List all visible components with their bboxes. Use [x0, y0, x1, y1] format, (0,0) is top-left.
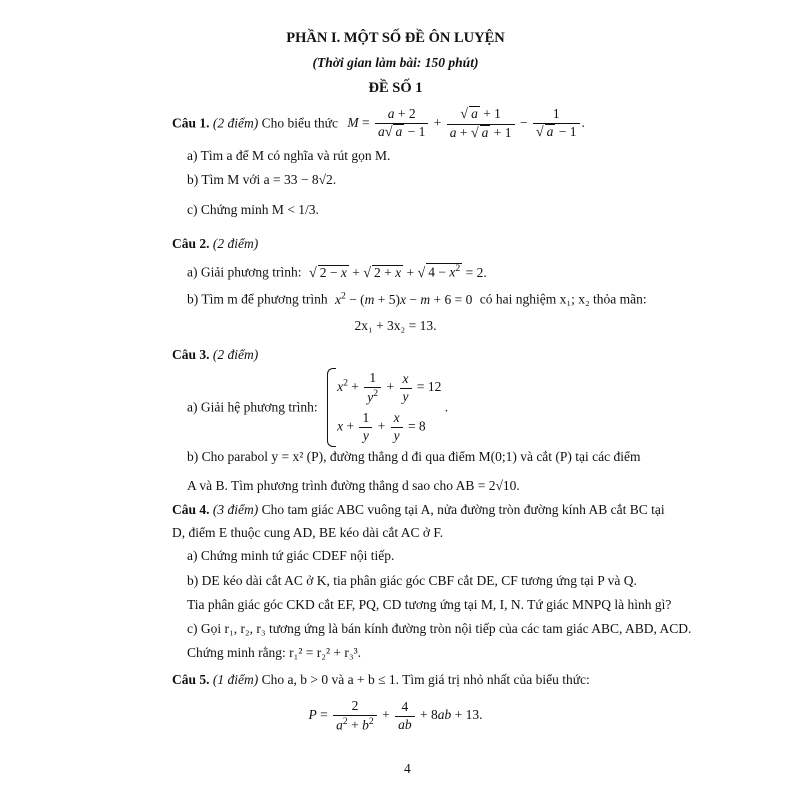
q1-part-c: c) Chứng minh M < 1/3.	[187, 202, 319, 217]
q4-part-b-line2: Tia phân giác góc CKD cắt EF, PQ, CD tương ứng tại M, I, N. Tứ giác MNPQ là hình gì?	[187, 597, 672, 612]
q2-part-a	[187, 263, 487, 282]
q4-points: (3 điểm)	[212, 502, 259, 517]
q2-label: Câu 2.	[172, 236, 210, 251]
q2-part-b-prefix: b) Tìm m để phương trình	[187, 291, 328, 307]
q5-heading	[172, 672, 590, 688]
q1-heading	[172, 106, 585, 142]
q4-intro-line1: Cho tam giác ABC vuông tại A, nửa đường tròn đường kính AB cắt BC tại	[261, 502, 665, 517]
q5-label: Câu 5.	[172, 672, 210, 687]
q4-part-c-line1: c) Gọi r₁, r₂, r₃ tương ứng là bán kính đường tròn nội tiếp của các tam giác ABC, ABD, ACD.	[187, 621, 692, 636]
q3-heading	[172, 347, 258, 363]
q2-part-b	[187, 290, 647, 308]
q1-points: (2 điểm)	[212, 115, 259, 131]
q2-part-a-text: a) Giải phương trình:	[187, 264, 302, 280]
q2-quadratic: $x^2 - (m + 5)x - m + 6 = 0$	[334, 290, 476, 307]
q1-intro: Cho biểu thức	[261, 115, 338, 131]
q5-intro: Cho a, b > 0 và a + b ≤ 1. Tìm giá trị nhỏ nhất của biểu thức:	[261, 672, 590, 687]
q5-points: (1 điểm)	[212, 672, 259, 687]
q3-label: Câu 3.	[172, 347, 210, 362]
q1-expression: M = $\frac{a + 2}{a√ a - 1}$ + $\frac{√ a + 1}{a + √ a + 1}$ − $\frac{1}{√ a - 1}$ .	[347, 106, 585, 141]
q2-condition: 2x₁ + 3x₂ = 13.	[354, 318, 437, 333]
q3-points: (2 điểm)	[212, 347, 259, 362]
part-title: PHẦN I. MỘT SỐ ĐỀ ÔN LUYỆN	[286, 30, 505, 46]
page-number: 4	[404, 761, 411, 776]
q3-part-b-line1: b) Cho parabol y = x² (P), đường thẳng d đi qua điểm M(0;1) và cắt (P) tại các điểm	[187, 449, 641, 464]
q1-label: Câu 1.	[172, 115, 210, 131]
q4-intro-line2: D, điểm E thuộc cung AD, BE kéo dài cắt AC ở F.	[172, 525, 444, 540]
q4-part-c-line2: Chứng minh rằng: r₁² = r₂² + r₃³.	[187, 645, 362, 660]
q3-part-a-text: a) Giải hệ phương trình:	[187, 399, 318, 415]
q1-part-b: b) Tìm M với a = 33 − 8√2.	[187, 172, 337, 187]
time-note: (Thời gian làm bài: 150 phút)	[312, 55, 479, 70]
q2-points: (2 điểm)	[212, 236, 259, 251]
q4-label: Câu 4.	[172, 502, 210, 517]
q2-heading	[172, 236, 258, 252]
q3-part-b-line2: A và B. Tìm phương trình đường thẳng d sao cho AB = 2√10.	[187, 478, 520, 493]
q3-system: $x^2$ + $\frac{1}{y^2}$ + $\frac{x}{y}$ = 12 x + $\frac{1}{y}$ + $\frac{x}{y}$ = 8	[327, 368, 441, 447]
q4-heading	[172, 502, 665, 518]
q3-part-a: a) Giải hệ phương trình: $x^2$ + $\frac{1}{y^2}$ + $\frac{x}{y}$ = 12 x + $\frac{1}{y}$ + $\frac{x}{y}$ = 8 .	[187, 368, 448, 447]
q2-equation: √ 2 − x + √ 2 + x + √ $4 - x^2 = 2$.	[308, 263, 487, 281]
q5-expression: P = $\frac{2}{a^2 + b^2}$ + $\frac{4}{ab}$ + 8ab + 13.	[308, 698, 483, 733]
q1-part-a: a) Tìm a để M có nghĩa và rút gọn M.	[187, 148, 391, 163]
q4-part-b-line1: b) DE kéo dài cắt AC ở K, tia phân giác góc CBF cắt DE, CF tương ứng tại P và Q.	[187, 573, 637, 588]
q2-part-b-suffix: có hai nghiệm x₁; x₂ thỏa mãn:	[479, 291, 647, 307]
exam-title: ĐỀ SỐ 1	[368, 80, 423, 96]
q4-part-a: a) Chứng minh tứ giác CDEF nội tiếp.	[187, 548, 395, 563]
